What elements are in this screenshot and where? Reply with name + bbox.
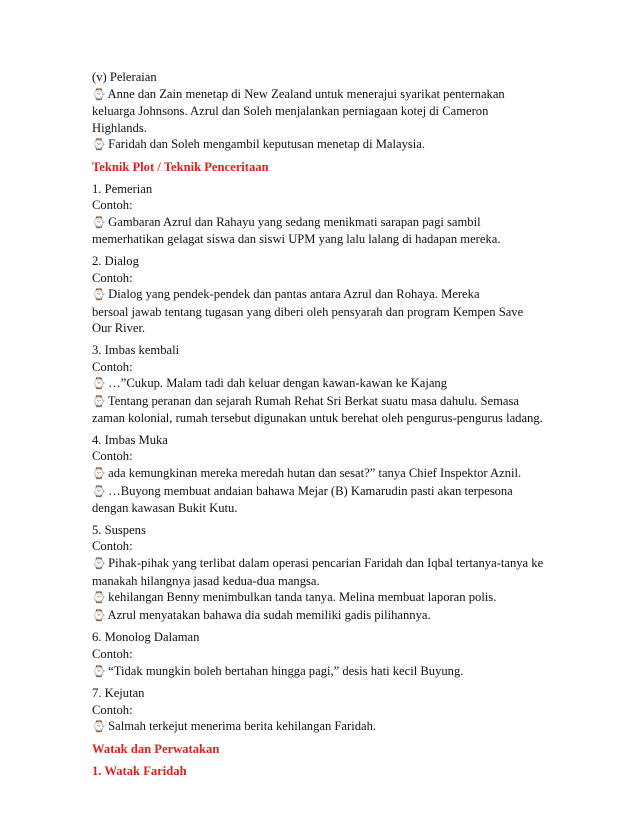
example-bullet: ⌚ Tentang peranan dan sejarah Rumah Rehat Sri Berkat suatu masa dahulu. Semasa [92,393,562,411]
item-title: 7. Kejutan [92,686,145,701]
example-bullet: ⌚ “Tidak mungkin boleh bertahan hingga pagi,” desis hati kecil Buyung. [92,663,562,681]
document-page [92,69,562,779]
example-bullet: ⌚ Dialog yang pendek-pendek dan pantas antara Azrul dan Rohaya. Mereka [92,286,562,304]
intro-peleraian: (v) Peleraian [92,70,157,84]
example-bullet: ⌚ Pihak-pihak yang terlibat dalam operasi pencarian Faridah dan Iqbal tertanya-tanya ke [92,555,562,573]
contoh-label: Contoh: [92,539,133,554]
section-heading-teknik-plot: Teknik Plot / Teknik Penceritaan [92,159,269,174]
item-title: 2. Dialog [92,253,139,268]
example-text: dengan kawasan Bukit Kutu. [92,501,238,516]
section-heading-watak: Watak dan Perwatakan [92,741,220,756]
intro-text: Highlands. [92,120,147,135]
clock-bullet-icon: ⌚ [92,592,106,605]
example-bullet: ⌚ kehilangan Benny menimbulkan tanda tanya. Melina membuat laporan polis. [92,589,562,607]
example-bullet: ⌚ Azrul menyatakan bahawa dia sudah memiliki gadis pilihannya. [92,607,562,625]
contoh-label: Contoh: [92,647,133,661]
example-text: bersoal jawab tentang tugasan yang diberi oleh pensyarah dan program Kempen Save [92,304,524,319]
example-bullet: ⌚ …”Cukup. Malam tadi dah keluar dengan kawan-kawan ke Kajang [92,375,562,393]
clock-bullet-icon: ⌚ [92,609,106,622]
clock-bullet-icon: ⌚ [92,485,106,498]
item-title: 4. Imbas Muka [92,432,168,447]
example-text: memerhatikan gelagat siswa dan siswi UPM yang lalu lalang di hadapan mereka. [92,232,501,247]
item-title: 3. Imbas kembali [92,342,180,357]
contoh-label: Contoh: [92,270,133,285]
clock-bullet-icon: ⌚ [92,216,106,229]
example-bullet: ⌚ …Buyong membuat andaian bahawa Mejar (B) Kamarudin pasti akan terpesona [92,483,562,501]
intro-bullet-2: ⌚ Faridah dan Soleh mengambil keputusan menetap di Malaysia. [92,136,562,154]
example-bullet: ⌚ Salmah terkejut menerima berita kehilangan Faridah. [92,718,562,736]
item-title: 1. Pemerian [92,181,153,196]
contoh-label: Contoh: [92,198,133,213]
clock-bullet-icon: ⌚ [92,721,106,734]
clock-bullet-icon: ⌚ [92,289,106,302]
clock-bullet-icon: ⌚ [92,88,106,101]
contoh-label: Contoh: [92,449,133,464]
example-text: zaman kolonial, rumah tersebut digunakan untuk berehat oleh pengurus-pengurus ladang. [92,411,543,426]
contoh-label: Contoh: [92,359,133,374]
example-bullet: ⌚ Gambaran Azrul dan Rahayu yang sedang menikmati sarapan pagi sambil [92,214,562,232]
example-bullet: ⌚ ada kemungkinan mereka meredah hutan dan sesat?” tanya Chief Inspektor Aznil. [92,465,562,483]
section-heading-watak-faridah: 1. Watak Faridah [92,763,187,778]
clock-bullet-icon: ⌚ [92,468,106,481]
intro-bullet-1: ⌚ Anne dan Zain menetap di New Zealand untuk menerajui syarikat penternakan [92,86,562,104]
example-text: manakah hilangnya jasad kedua-dua mangsa. [92,573,320,588]
clock-bullet-icon: ⌚ [92,395,106,408]
clock-bullet-icon: ⌚ [92,378,106,391]
clock-bullet-icon: ⌚ [92,139,106,152]
contoh-label: Contoh: [92,702,133,717]
clock-bullet-icon: ⌚ [92,665,106,678]
intro-text: keluarga Johnsons. Azrul dan Soleh menjalankan perniagaan kotej di Cameron [92,104,489,119]
clock-bullet-icon: ⌚ [92,558,106,571]
item-title: 5. Suspens [92,522,146,537]
example-text: Our River. [92,321,146,336]
item-title: 6. Monolog Dalaman [92,630,200,645]
